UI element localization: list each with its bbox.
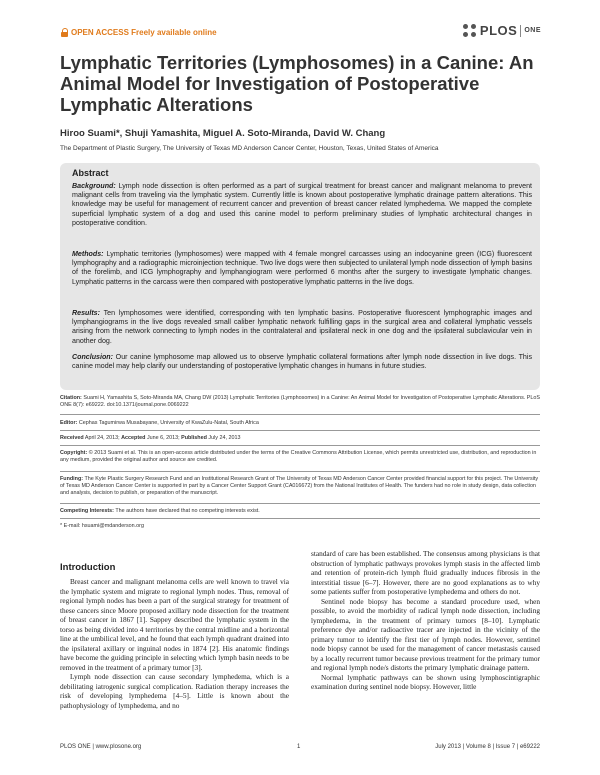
body-column-left: [60, 577, 289, 710]
conclusion-text: Our canine lymphosome map allowed us to observe lymphatic collateral formations after lymph node dissection in live dogs. This canine model may help clarify our understanding of postoperative lymphatic changes in humans in future studies.: [72, 353, 532, 371]
body-paragraph: Sentinel node biopsy has become a standard procedure used, when possible, to avoid the morbidity of radical lymph node dissection, including lymphedema, in the treatment of primary tumors [8–10]. Lymphatic preference dye and/or radioactive tracer are injected in the vicinity of the primary tumor to identify the first tier of lymph nodes. However, sentinel node biopsy cannot be used for the management of cancer metastasis caused by a locally recurrent tumor because previous treatment for the primary tumor and regional lymph node/s distorts the primary lymphatic drainage pattern.: [311, 596, 540, 672]
competing-text: The authors have declared that no competing interests exist.: [115, 508, 260, 514]
competing-label: Competing Interests:: [60, 508, 114, 514]
editor: [60, 420, 540, 427]
affiliation: The Department of Plastic Surgery, The University of Texas MD Anderson Cancer Center, Houston, Texas, United States of America: [60, 145, 439, 152]
copyright-text: © 2013 Suami et al. This is an open-access article distributed under the terms of the Creative Commons Attribution License, which permits unrestricted use, distribution, and reproduction in any medium, provided the original author and source are credited.: [60, 450, 537, 463]
editor-text: Cephas Tagumirwa Musabayane, University of KwaZulu-Natal, South Africa: [78, 420, 259, 426]
editor-label: Editor:: [60, 420, 78, 426]
accepted-label: Accepted: [121, 435, 146, 441]
funding-text: The Kyte Plastic Surgery Research Fund and an Institutional Research Grant of The University of Texas MD Anderson Cancer Center provided financial support for this project. The University of Texas MD Anderson Cancer Center is supported in part by a Cancer Center Support Grant (CA016672) from the National Institutes of Health. The funders had no role in study design, data collection and analysis, decision to publish, or preparation of the manuscript.: [60, 476, 539, 496]
background-label: Background:: [72, 182, 116, 190]
citation-text: Suami H, Yamashita S, Soto-Miranda MA, Chang DW (2013) Lymphatic Territories (Lymphosomes) in a Canine: An Animal Model for Investigation of Postoperative Lymphatic Alterations. PLoS ONE 8(7): e69222. doi:10.1371/journal.pone.0069222: [60, 395, 540, 408]
corresponding-email: * E-mail: hsuami@mdanderson.org: [60, 523, 144, 529]
abstract-conclusion: [72, 353, 532, 371]
received-date: April 24, 2013;: [84, 435, 120, 441]
footer-journal: PLOS ONE | www.plosone.org: [60, 744, 142, 750]
section-heading-introduction: Introduction: [60, 562, 116, 573]
funding-label: Funding:: [60, 476, 84, 482]
abstract-heading: Abstract: [72, 168, 109, 178]
background-text: Lymph node dissection is often performed as a part of surgical treatment for breast cancer and malignant melanoma to prevent malignant cells from traveling via the lymphatic system. Currently little is known about postoperative lymphatic drainage pattern alterations. This knowledge may be useful for management of recurrent cancer and prevention of breast cancer related lymphedema. We mapped the complete superficial lymphatic system of a dog and used this canine model to perform preliminary studies of lymphatic architectural changes in postoperative condition.: [72, 182, 532, 227]
open-access-text: OPEN ACCESS Freely available online: [71, 28, 217, 37]
divider: [60, 445, 540, 446]
divider: [60, 430, 540, 431]
body-paragraph: Normal lymphatic pathways can be shown using lymphoscintigraphic examination during sentinel node biopsy. However, little: [311, 672, 540, 691]
copyright-label: Copyright:: [60, 450, 88, 456]
article-title: Lymphatic Territories (Lymphosomes) in a Canine: An Animal Model for Investigation of Postoperative Lymphatic Alterations: [60, 52, 534, 115]
journal-logo-word: PLOS: [479, 23, 518, 38]
conclusion-label: Conclusion:: [72, 353, 113, 361]
copyright: [60, 450, 540, 464]
dates: [60, 435, 540, 442]
body-paragraph: standard of care has been established. The consensus among physicians is that obstruction of lymphatic pathways provokes lymph stasis in the affected limb and retention of protein-rich lymph fluid gradually induces fibrosis in the interstitial tissue [6–7]. However, there are no good explanations as to why some patients suffer from postoperative lymphedema and others do not.: [311, 549, 540, 596]
received-label: Received: [60, 435, 84, 441]
divider: [60, 471, 540, 472]
journal-logo-suffix: ONE: [524, 27, 541, 34]
funding: [60, 476, 540, 497]
body-paragraph: Lymph node dissection can cause secondary lymphedema, which is a debilitating iatrogenic surgical complication. Radiation therapy increases the risk of developing lymphedema [4–5]. Little is known about the pathophysiology of lymphedema, and no: [60, 672, 289, 710]
published-date: July 24, 2013: [208, 435, 241, 441]
footer-issue: July 2013 | Volume 8 | Issue 7 | e69222: [435, 744, 540, 750]
citation-label: Citation:: [60, 395, 82, 401]
citation: [60, 395, 540, 409]
competing-interests: [60, 508, 540, 515]
results-label: Results:: [72, 309, 100, 317]
body-paragraph: Breast cancer and malignant melanoma cells are well known to travel via the lymphatic system and migrate to regional lymph nodes. Thus, removal of regional lymph nodes has been a part of the surgical strategy for treatment of these cancers since Moore proposed axillary node dissection for the treatment of breast cancer in 1867 [1]. Sappey described the lymphatic system in the torso as being divided into 4 territories by the central midline and a horizontal line at the umbilical level, and he found that each lymph quadrant drained into the ipsilateral axillary or inguinal nodes in 1874 [2]. His anatomic findings have become the guiding principle in selecting which lymph basin needs to be removed in the treatment of a primary tumor [3].: [60, 577, 289, 672]
plos-dots-icon: [463, 24, 477, 38]
author-list: Hiroo Suami*, Shuji Yamashita, Miguel A. Soto-Miranda, David W. Chang: [60, 128, 386, 139]
divider: [60, 503, 540, 504]
methods-text: Lymphatic territories (lymphosomes) were mapped with 4 female mongrel carcasses using an indocyanine green (ICG) fluorescent lymphography and a radiographic microinjection technique. Two live dogs were then subjected to unilateral lymph node dissection of lymph basins of the forelimb, and ICG lymphography and lymphangiogram were performed 6 months after the surgery to investigate lymphatic changes. Lymphatic patterns in the carcass were then compared with postoperative lymphatic patterns in the live dogs.: [72, 250, 532, 286]
logo-divider: [520, 25, 521, 37]
abstract-background: [72, 182, 532, 228]
open-lock-icon: [61, 28, 68, 37]
open-access-banner: [61, 28, 217, 37]
published-label: Published: [181, 435, 207, 441]
abstract-methods: [72, 250, 532, 287]
results-text: Ten lymphosomes were identified, corresponding with ten lymphatic basins. Postoperative fluorescent lymphographic images and lymphangiograms in the live dogs revealed small caliber lymphatic network fulfilling gaps in the surgical area and collateral lymphatic vessels arising from the network connecting to lymph nodes in the contralateral and ipsilateral neck in one dog and the ipsilateral subclavicular vein in another dog.: [72, 309, 532, 345]
methods-label: Methods:: [72, 250, 104, 258]
divider: [60, 518, 540, 519]
page-number: 1: [297, 744, 301, 750]
accepted-date: June 6, 2013;: [146, 435, 180, 441]
body-column-right: [311, 549, 540, 692]
divider: [60, 414, 540, 415]
journal-logo: [463, 23, 541, 38]
abstract-results: [72, 309, 532, 346]
